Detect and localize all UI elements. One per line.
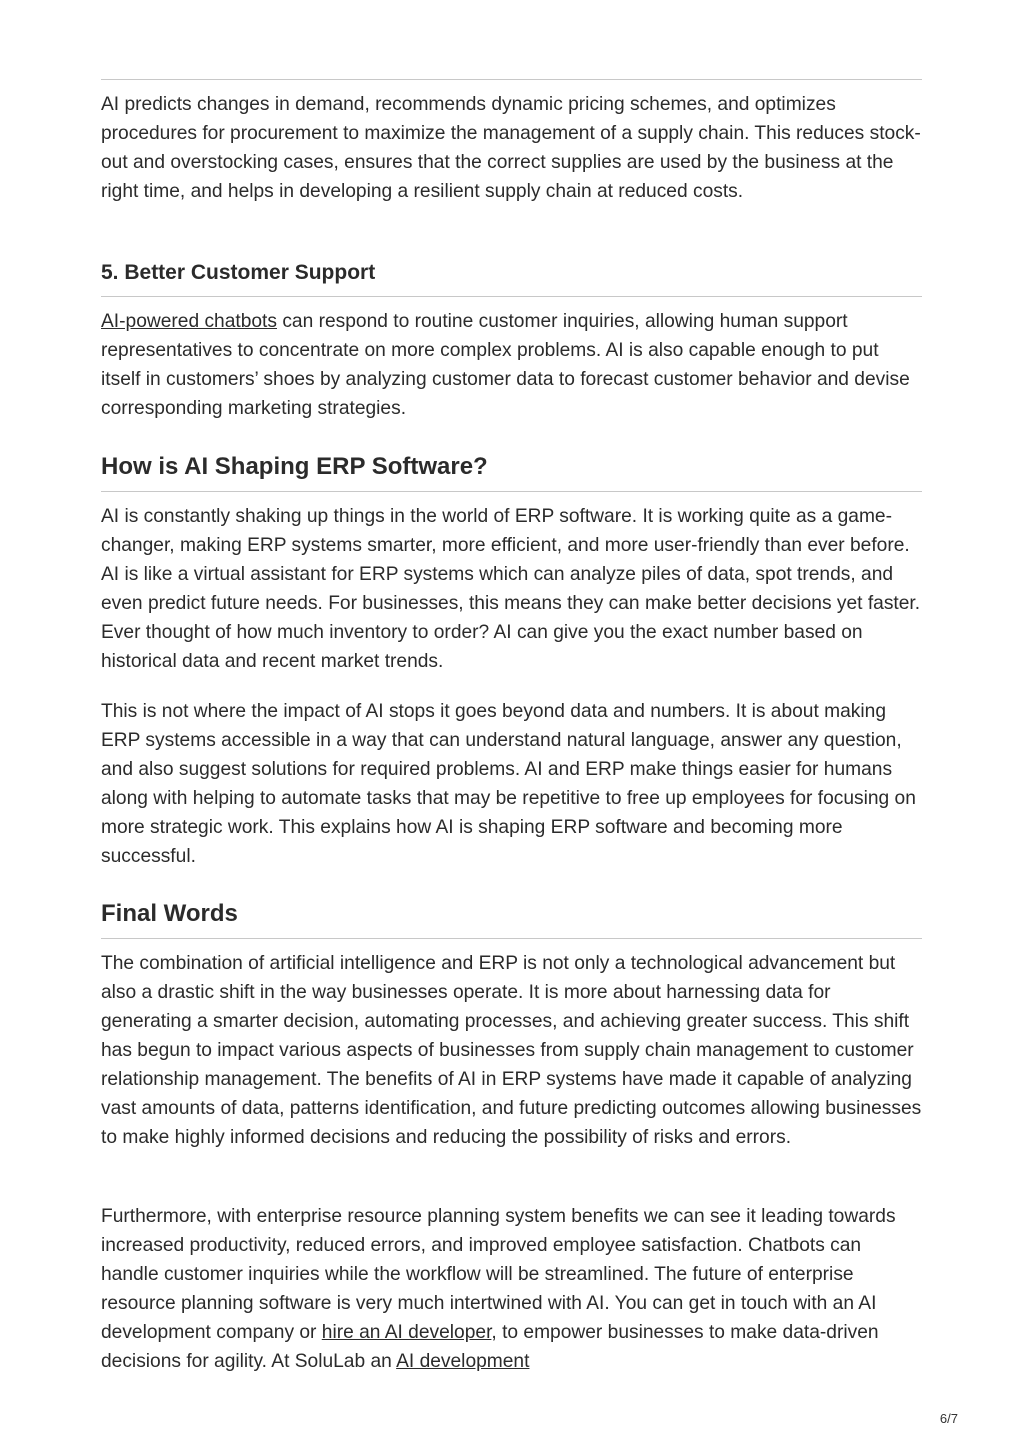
page-number: 6/7: [939, 1411, 958, 1426]
heading-divider: [101, 296, 922, 297]
hire-ai-developer-link[interactable]: hire an AI developer: [321, 1322, 492, 1343]
section-heading-customer-support: 5. Better Customer Support: [101, 261, 376, 284]
section-heading-final-words: Final Words: [101, 900, 238, 927]
final-paragraph-1: The combination of artificial intelligence and ERP is not only a technological advancement but also a drastic shift in the way businesses operate. It is more about harnessing data for generating a smarter decision, automating processes, and achieving greater success. This shift has begun to impact various aspects of businesses from supply chain management to customer relationship management. The benefits of AI in ERP systems have made it capable of analyzing vast amounts of data, patterns identification, and future predicting outcomes allowing businesses to make highly informed decisions and reducing the possibility of risks and errors.: [101, 953, 922, 1148]
heading-divider: [101, 938, 922, 939]
section-heading-shaping-erp: How is AI Shaping ERP Software?: [101, 453, 488, 480]
intro-paragraph: AI predicts changes in demand, recommends dynamic pricing schemes, and optimizes procedures for procurement to maximize the management of a supply chain. This reduces stock-out and overstocking cases, ensures that the correct supplies are used by the business at the right time, and helps in developing a resilient supply chain at reduced costs.: [101, 94, 921, 202]
final-text-part-2: , to empower businesses to make data-driven decisions for agility. At SoluLab an: [101, 1322, 879, 1372]
shaping-paragraph-1: AI is constantly shaking up things in the world of ERP software. It is working quite as a game-changer, making ERP systems smarter, more efficient, and more user-friendly than ever before. AI is like a virtual assistant for ERP systems which can analyze piles of data, spot trends, and even predict future needs. For businesses, this means they can make better decisions yet faster. Ever thought of how much inventory to order? AI can give you the exact number based on historical data and recent market trends.: [101, 506, 921, 672]
shaping-paragraph-2: This is not where the impact of AI stops it goes beyond data and numbers. It is about making ERP systems accessible in a way that can understand natural language, answer any question, and also suggest solutions for required problems. AI and ERP make things easier for humans along with helping to automate tasks that may be repetitive to free up employees for focusing on more strategic work. This explains how AI is shaping ERP software and becoming more successful.: [101, 701, 916, 867]
final-text-part-1: Furthermore, with enterprise resource planning system benefits we can see it leading towards increased productivity, reduced errors, and improved employee satisfaction. Chatbots can handle customer inquiries while the workflow will be streamlined. The future of enterprise resource planning software is very much intertwined with AI. You can get in touch with an AI development company or: [101, 1206, 896, 1343]
heading-divider: [101, 491, 922, 492]
ai-development-link[interactable]: AI development: [396, 1351, 530, 1372]
customer-support-text: can respond to routine customer inquiries, allowing human support representatives to concentrate on more complex problems. AI is also capable enough to put itself in customers’ shoes by analyzing customer data to forecast customer behavior and devise corresponding marketing strategies.: [101, 311, 910, 419]
top-divider: [101, 79, 922, 80]
ai-powered-chatbots-link[interactable]: AI-powered chatbots: [101, 311, 277, 332]
customer-support-paragraph: [101, 307, 922, 423]
final-paragraph-2: [101, 1202, 922, 1376]
